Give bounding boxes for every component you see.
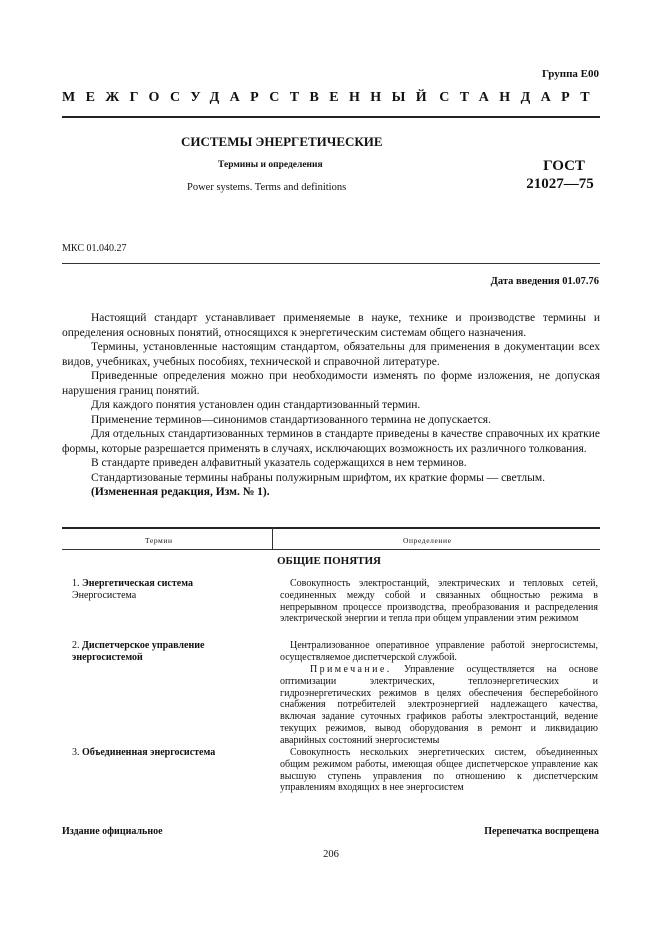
intro-paragraph: Применение терминов—синонимов стандартизованного термина не допускается.	[91, 413, 491, 426]
intro-paragraph: Стандартизованые термины набраны полужирным шрифтом, их краткие формы — светлым.	[91, 471, 546, 484]
table-row-term-2	[72, 640, 268, 663]
document-subtitle: Термины и определения	[218, 160, 323, 170]
banner-rule	[62, 116, 600, 118]
intro-paragraph: Для каждого понятия установлен один стандартизованный термин.	[91, 399, 421, 411]
intro-paragraph: Для отдельных стандартизованных терминов в стандарте приведены в качестве справочных их краткие формы, которые разрешается применять в случаях, исключающих возможность их различного толкования.	[62, 428, 600, 455]
term-definition-1: Совокупность электростанций, электрических и тепловых сетей, соединенных между собой и связанных общностью режима в непрерывном процессе производства, преобразования и распределения электрической энергии и тепла при общем управлении этим режимом	[280, 578, 598, 625]
banner-standard: СТАНДАРТ	[439, 90, 600, 105]
gost-number: 21027—75	[526, 176, 594, 192]
table-top-rule	[62, 527, 600, 529]
intro-paragraph: В стандарте приведен алфавитный указатель содержащихся в нем терминов.	[91, 457, 467, 469]
table-header-divider	[272, 527, 273, 549]
term-definition-2: Централизованное оперативное управление работой энергосистемы, осуществляемое диспетчерской службой.	[280, 640, 598, 663]
intro-paragraph: Настоящий стандарт устанавливает применяемые в науке, технике и производстве термины и определения основных понятий, относящихся к энергетическим системам общего назначения.	[62, 312, 600, 339]
mks-code: МКС 01.040.27	[62, 243, 127, 254]
banner-interstate: МЕЖГОСУДАРСТВЕННЫЙ	[62, 90, 438, 105]
footer-official-edition: Издание официальное	[62, 826, 163, 837]
intro-text	[62, 311, 600, 500]
term-number: 1.	[72, 578, 80, 589]
document-title: СИСТЕМЫ ЭНЕРГЕТИЧЕСКИЕ	[181, 134, 383, 149]
header-rule	[62, 263, 600, 264]
gost-label: ГОСТ	[543, 158, 585, 174]
effective-date: Дата введения 01.07.76	[490, 276, 599, 287]
footer-reprint-prohibited: Перепечатка воспрещена	[484, 826, 599, 837]
page-number: 206	[323, 849, 339, 860]
column-header-term: Термин	[145, 536, 173, 545]
term-number: 2.	[72, 640, 80, 651]
section-title: ОБЩИЕ ПОНЯТИЯ	[277, 555, 382, 567]
term-note-2	[280, 664, 598, 747]
term-definition-3: Совокупность нескольких энергетических систем, объединенных общим режимом работы, имеющая общее диспетчерское управление как высшую ступень управления по отношению к диспетчерским управлениям входящих в нее энергосистем	[280, 747, 598, 794]
column-header-definition: Определение	[403, 536, 452, 545]
amendment-note: (Измененная редакция, Изм. № 1).	[91, 486, 270, 498]
intro-paragraph: Термины, установленные настоящим стандартом, обязательны для применения в документации всех видов, учебниках, учебных пособиях, технической и справочной литературе.	[62, 341, 600, 368]
group-code: Группа Е00	[541, 68, 599, 80]
term-number: 3.	[72, 747, 80, 758]
term-name: Энергетическая система	[82, 578, 193, 589]
term-short-form: Энергосистема	[72, 589, 137, 601]
term-name: Диспетчерское управление энергосистемой	[72, 640, 205, 663]
table-row-term-1	[72, 578, 272, 601]
table-header-rule	[62, 549, 600, 550]
table-row-term-3	[72, 747, 272, 759]
note-label: Примечание.	[310, 664, 392, 675]
standard-banner	[62, 90, 600, 112]
document-title-english: Power systems. Terms and definitions	[187, 182, 347, 193]
note-text: Управление осуществляется на основе оптимизации электрических, теплоэнергетических и гидроэнергетических режимов в целях обеспечения бесперебойного снабжения потребителей электроэнергией надлежащего качества, включая задание суточных графиков работы электростанций, ведение текущих режимов, вывод оборудования в ремонт и ликвидацию аварийных состояний энергосистемы	[280, 664, 599, 746]
intro-paragraph: Приведенные определения можно при необходимости изменять по форме изложения, не допуская нарушения границ понятий.	[62, 370, 600, 397]
term-name: Объединенная энергосистема	[82, 747, 216, 758]
